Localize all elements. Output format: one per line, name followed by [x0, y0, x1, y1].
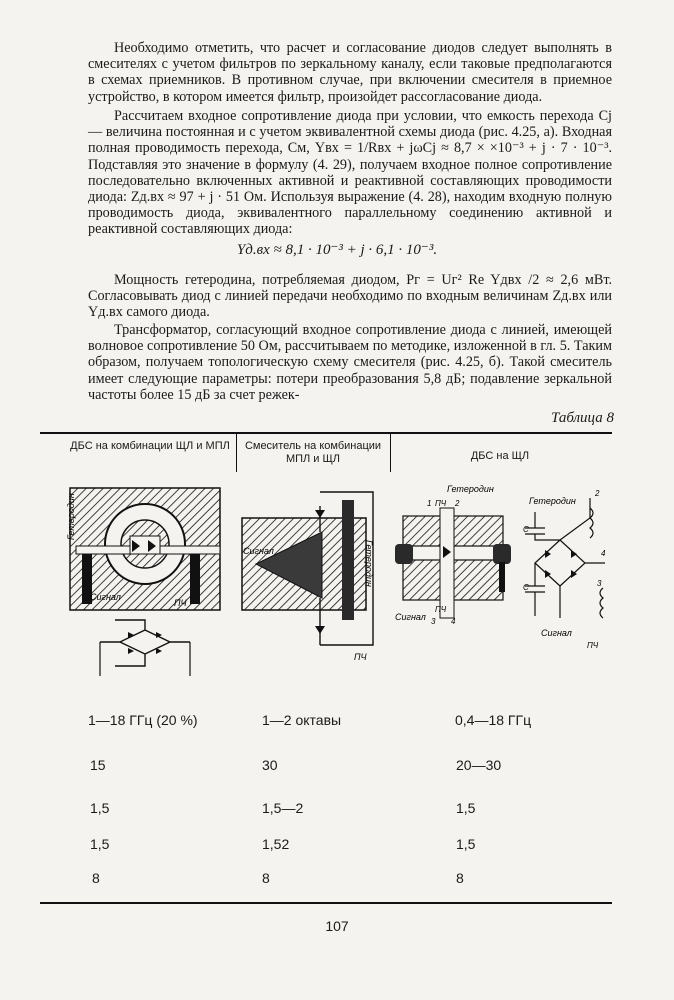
cell-r3-c2: 1,5—2: [262, 800, 304, 816]
strip-right: [190, 554, 200, 604]
label-n3: 3: [431, 617, 436, 626]
column-divider-1: [236, 432, 237, 472]
left-cylinder: [395, 544, 413, 564]
cell-r1-c3: 0,4—18 ГГц: [455, 712, 532, 728]
cell-r5-c1: 8: [92, 870, 100, 886]
column-header-2: Смеситель на комбинации МПЛ и ЩЛ: [244, 440, 382, 465]
page-number: 107: [325, 918, 349, 934]
label-if-3a: ПЧ: [435, 499, 447, 508]
label-n3b: 3: [597, 579, 602, 588]
cell-r3-c3: 1,5: [456, 800, 476, 816]
bridge-wires: [100, 620, 190, 666]
label-n2: 2: [455, 499, 460, 508]
label-heterodyne-1: Гетеродин: [66, 493, 76, 540]
label-heterodyne-3: Гетеродин: [447, 484, 494, 494]
diagram-mixer: [238, 480, 388, 670]
right-cylinder: [493, 544, 511, 564]
label-signal-1: Сигнал: [90, 592, 121, 602]
cell-r1-c1: 1—18 ГГц (20 %): [88, 712, 198, 728]
paragraph-1: Необходимо отметить, что расчет и согласование диодов следует выполнять в смесителях с учетом фильтров по зеркальному каналу, если таковые предполагаются в схемах приемников. В противном случае, при включении смесителя в приемное устройство, в котором имеется фильтр, произойдет рассогласование диода.: [88, 40, 612, 105]
cell-r3-c1: 1,5: [90, 800, 110, 816]
label-if-4: ПЧ: [587, 641, 599, 650]
slot-vertical: [440, 508, 454, 618]
label-heterodyne-2: Гетеродин: [364, 540, 374, 587]
label-if-3b: ПЧ: [435, 605, 447, 614]
label-n4: 4: [451, 617, 456, 626]
cell-r2-c3: 20—30: [456, 757, 502, 773]
table-caption: Таблица 8: [551, 410, 614, 426]
label-n1: 1: [427, 499, 432, 508]
cell-r4-c2: 1,52: [262, 836, 290, 852]
cell-r5-c3: 8: [456, 870, 464, 886]
cell-r4-c1: 1,5: [90, 836, 110, 852]
cell-r2-c2: 30: [262, 757, 278, 773]
right-strip: [499, 562, 505, 592]
label-n4b: 4: [601, 549, 606, 558]
label-n2b: 2: [595, 489, 600, 498]
diagram-dbs-slot: [395, 478, 610, 658]
circuit-wires: [525, 498, 605, 618]
cell-r1-c2: 1—2 октавы: [262, 712, 342, 728]
cell-r2-c1: 15: [90, 757, 106, 773]
column-header-3: ДБС на ЩЛ: [470, 450, 530, 462]
paragraph-4: Трансформатор, согласующий входное сопротивление диода с линией, имеющей волновое сопротивление 50 Ом, рассчитываем по методике, изложенной в гл. 5. Таким образом, получаем топологическую схему смесителя (рис. 4.25, б). Такой смеситель имеет следующие параметры: потери преобразования 5,8 дБ; подавление зеркальной частоты более 15 дБ за счет режек-: [88, 322, 612, 403]
label-c1: C: [523, 525, 529, 534]
table-top-rule: [40, 432, 612, 434]
label-if-1: ПЧ: [174, 598, 187, 608]
label-if-2: ПЧ: [354, 652, 367, 662]
label-signal-3: Сигнал: [395, 612, 426, 622]
label-signal-4: Сигнал: [541, 628, 572, 638]
bridge-diodes: [128, 632, 162, 654]
column-header-1: ДБС на комбинации ЩЛ и МПЛ: [70, 440, 230, 452]
paragraph-2: Рассчитаем входное сопротивление диода при условии, что емкость перехода Cj — величина постоянная и с учетом эквивалентной схемы диода (рис. 4.25, а). Входная полная проводимость перехода, См, Yвх = 1/Rвх + jωCj ≈ 8,7 × ×10⁻³ + j · 7 · 10⁻³. Подставляя это значение в формулу (4. 29), получаем входное полное сопротивление последовательно включенных активной и реактивной составляющих проводимости диода: Zд.вх ≈ 97 + j · 51 Ом. Используя выражение (4. 28), находим входную полную проводимость диода, эквивалентного параллельному соединению активной и реактивной составляющих диода:: [88, 108, 612, 238]
label-signal-2: Сигнал: [243, 546, 274, 556]
slot-feed: [342, 500, 354, 620]
column-divider-2: [390, 432, 391, 472]
diagram-dbs-combined: [60, 480, 235, 690]
formula-admittance: Yд.вх ≈ 8,1 · 10⁻³ + j · 6,1 · 10⁻³.: [236, 242, 438, 258]
cell-r5-c2: 8: [262, 870, 270, 886]
label-heterodyne-4: Гетеродин: [529, 496, 576, 506]
label-c2: C: [523, 583, 529, 592]
cell-r4-c3: 1,5: [456, 836, 476, 852]
circuit-diodes: [545, 550, 577, 578]
table-bottom-rule: [40, 902, 612, 904]
paragraph-3: Мощность гетеродина, потребляемая диодом, Pг = Uг² Re Yдвх /2 ≈ 2,6 мВт. Согласовывать диод с линией передачи необходимо по входным величинам Zд.вх или Yд.вх самого диода.: [88, 272, 612, 321]
